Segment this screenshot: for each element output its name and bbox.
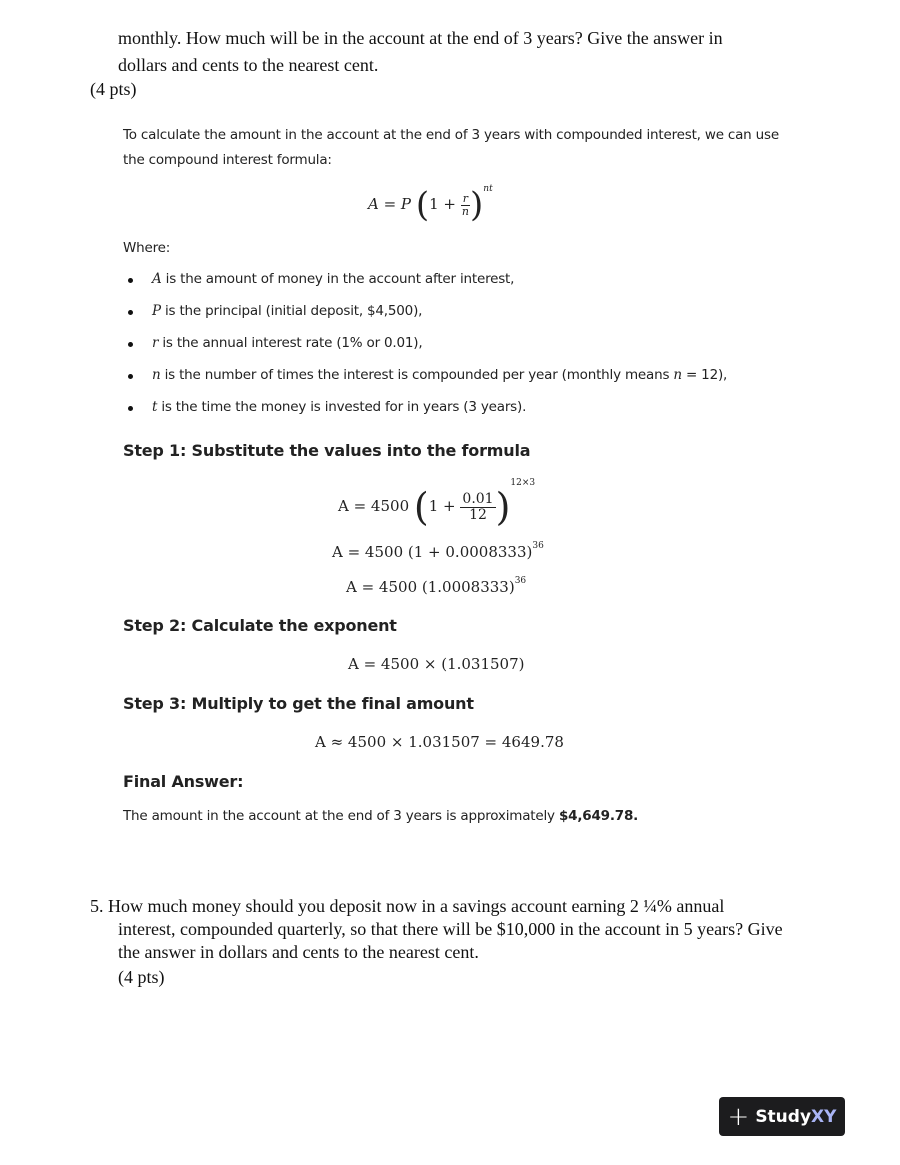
formula-numerator: r <box>462 191 469 205</box>
step1-equation3: A = 4500 $(1.0008333)^{36}$ <box>346 576 527 596</box>
bullet-marker <box>128 310 133 315</box>
formula-denominator: n <box>461 204 469 218</box>
step2-title: Step 2: Calculate the exponent <box>123 616 397 635</box>
step2-equation: A = 4500 × (1.031507) <box>348 655 525 673</box>
bullet-marker <box>128 342 133 347</box>
bullet-n: n is the number of times the interest is compounded per year (monthly means n = 12), <box>152 367 728 383</box>
bullet-marker <box>128 278 133 283</box>
badge-brand-study: Study <box>755 1106 812 1127</box>
bullet-r: r is the annual interest rate (1% or 0.01), <box>152 335 423 351</box>
question5-line3: the answer in dollars and cents to the nearest cent. <box>118 942 479 962</box>
solution-intro-line1: To calculate the amount in the account at the end of 3 years with compounded interest, we can use <box>123 127 779 143</box>
question5-points: (4 pts) <box>118 967 165 987</box>
formula-exponent: nt <box>483 184 493 194</box>
step3-title: Step 3: Multiply to get the final amount <box>123 694 474 713</box>
step1-equation2: A = 4500 $(1 + 0.0008333)^{36}$ <box>332 541 544 561</box>
where-label: Where: <box>123 240 171 256</box>
final-answer-text: The amount in the account at the end of 3 years is approximately $4,649.78. <box>123 808 639 824</box>
compound-interest-formula: A = P (1 + $\frac{r}{n}$ )$^{nt}$ <box>368 184 493 225</box>
bullet-t: t is the time the money is invested for in years (3 years). <box>152 399 527 415</box>
question4-line1: monthly. How much will be in the account at the end of 3 years? Give the answer in <box>118 28 723 48</box>
studyxy-badge[interactable] <box>719 1097 845 1136</box>
solution-intro-line2: the compound interest formula: <box>123 152 332 168</box>
question4-points: (4 pts) <box>90 79 137 99</box>
question4-line2: dollars and cents to the nearest cent. <box>118 55 379 75</box>
step1-title: Step 1: Substitute the values into the formula <box>123 441 531 460</box>
bullet-marker <box>128 406 133 411</box>
bullet-marker <box>128 374 133 379</box>
bullet-A: A is the amount of money in the account after interest, <box>152 271 515 287</box>
question5-line1: 5. How much money should you deposit now in a savings account earning 2 ¼% annual <box>90 896 725 916</box>
question5-line2: interest, compounded quarterly, so that there will be $10,000 in the account in 5 years? Give <box>118 919 783 939</box>
bullet-P: P is the principal (initial deposit, $4,500), <box>152 303 423 319</box>
final-answer-title: Final Answer: <box>123 772 244 791</box>
formula-one-plus: 1 + <box>429 195 456 213</box>
formula-lhs: A = P <box>368 195 412 213</box>
step3-equation: A ≈ 4500 × 1.031507 = 4649.78 <box>315 733 564 751</box>
final-amount: $4,649.78. <box>558 808 639 824</box>
badge-brand-xy: XY <box>811 1106 837 1127</box>
plus-icon: + <box>727 1101 750 1132</box>
step1-equation1: A = 4500 (1 + $\frac{0.01}{12}$ )$^{12\times 3}$ <box>338 478 536 529</box>
